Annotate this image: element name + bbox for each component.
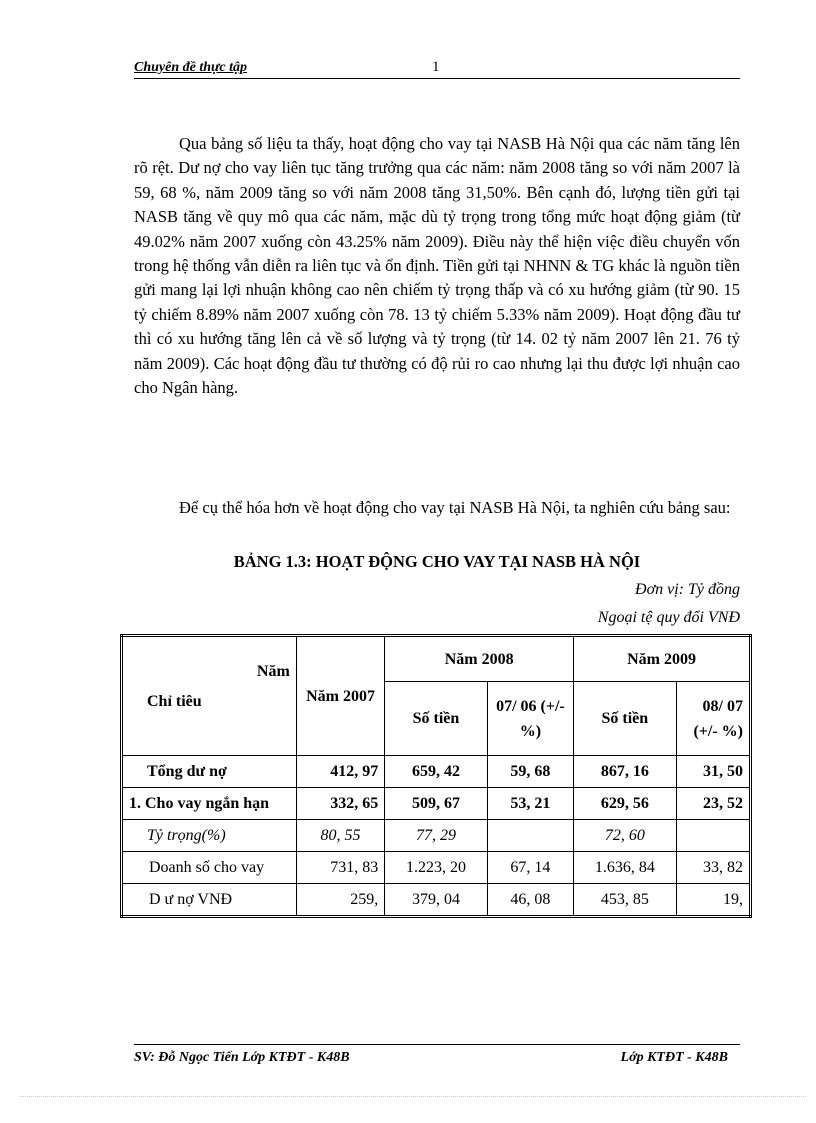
unit-note: Đơn vị: Tỷ đồng [635, 581, 740, 598]
lending-table [120, 634, 752, 918]
row-label: 1. Cho vay ngắn hạn [122, 788, 297, 820]
page-footer [134, 1044, 740, 1065]
table-row [122, 820, 751, 852]
header-2009: Năm 2009 [574, 636, 751, 682]
cell-2007: 731, 83 [296, 852, 384, 884]
cell-2007: 259, [296, 884, 384, 917]
cell-change-2008 [487, 820, 573, 852]
cell-amount-2008: 659, 42 [385, 756, 487, 788]
cell-change-2009: 23, 52 [676, 788, 750, 820]
page-bottom-divider [20, 1096, 806, 1097]
cell-change-2008: 59, 68 [487, 756, 573, 788]
cell-2007: 412, 97 [296, 756, 384, 788]
cell-change-2008: 46, 08 [487, 884, 573, 917]
footer-right: Lớp KTĐT - K48B [620, 1050, 728, 1065]
cell-amount-2009: 867, 16 [574, 756, 676, 788]
subheader-amount-2009: Số tiền [574, 682, 676, 756]
cell-amount-2009: 453, 85 [574, 884, 676, 917]
cell-change-2008: 53, 21 [487, 788, 573, 820]
cell-amount-2008: 509, 67 [385, 788, 487, 820]
cell-amount-2008: 77, 29 [385, 820, 487, 852]
cell-change-2009: 33, 82 [676, 852, 750, 884]
cell-2007: 80, 55 [296, 820, 384, 852]
header-2008: Năm 2008 [385, 636, 574, 682]
cell-change-2009: 19, [676, 884, 750, 917]
corner-indicator-label: Chỉ tiêu [147, 693, 202, 710]
cell-amount-2008: 1.223, 20 [385, 852, 487, 884]
page-number: 1 [432, 59, 440, 75]
header-title: Chuyên đề thực tập [134, 60, 248, 75]
row-label: Doanh số cho vay [122, 852, 297, 884]
body-paragraph-2: Để cụ thể hóa hơn về hoạt động cho vay tại NASB Hà Nội, ta nghiên cứu bảng sau: [179, 498, 731, 517]
table-row [122, 852, 751, 884]
cell-change-2009: 31, 50 [676, 756, 750, 788]
cell-amount-2009: 1.636, 84 [574, 852, 676, 884]
corner-year-label: Năm [256, 663, 290, 680]
table-row [122, 788, 751, 820]
row-label: Tổng dư nợ [122, 756, 297, 788]
cell-2007: 332, 65 [296, 788, 384, 820]
footer-left: SV: Đỗ Ngọc Tiến Lớp KTĐT - K48B [134, 1050, 350, 1065]
body-paragraph-1: Qua bảng số liệu ta thấy, hoạt động cho vay tại NASB Hà Nội qua các năm tăng lên rõ rệt. Dư nợ cho vay liên tục tăng trưởng qua các năm: năm 2008 tăng so với năm 2007 là 59, 68 %, năm 2009 tăng so với năm 2008 tăng 31,50%. Bên cạnh đó, lượng tiền gửi tại NASB tăng về quy mô qua các năm, mặc dù tỷ trọng trong tổng mức hoạt động giảm (từ 49.02% năm 2007 xuống còn 43.25% năm 2009). Điều này thể hiện việc điều chuyển vốn trong hệ thống vẫn diễn ra liên tục và ổn định. Tiền gửi tại NHNN & TG khác là nguồn tiền gửi mang lại lợi nhuận không cao nên chiếm tỷ trọng thấp và có xu hướng giảm (từ 90. 15 tỷ chiếm 8.89% năm 2007 xuống còn 78. 13 tỷ chiếm 5.33% năm 2009). Hoạt động đầu tư thì có xu hướng tăng lên cả về số lượng và tỷ trọng (từ 14. 02 tỷ năm 2007 lên 21. 76 tỷ năm 2009). Các hoạt động đầu tư thường có độ rủi ro cao nhưng lại thu được lợi nhuận cao cho Ngân hàng. [134, 134, 740, 398]
header-2007: Năm 2007 [296, 636, 384, 756]
subheader-change-2008: 07/ 06 (+/-%) [487, 682, 573, 756]
cell-amount-2009: 72, 60 [574, 820, 676, 852]
table-title: BẢNG 1.3: HOẠT ĐỘNG CHO VAY TẠI NASB HÀ NỘI [233, 552, 641, 571]
cell-amount-2008: 379, 04 [385, 884, 487, 917]
subheader-amount-2008: Số tiền [385, 682, 487, 756]
currency-note: Ngoại tệ quy đổi VNĐ [597, 609, 740, 626]
cell-amount-2009: 629, 56 [574, 788, 676, 820]
cell-change-2008: 67, 14 [487, 852, 573, 884]
cell-change-2009 [676, 820, 750, 852]
table-header-row [122, 636, 751, 682]
row-label: D ư nợ VNĐ [122, 884, 297, 917]
table-row [122, 884, 751, 917]
page-header [134, 58, 740, 79]
row-label: Tỷ trọng(%) [122, 820, 297, 852]
subheader-change-2009: 08/ 07 (+/- %) [676, 682, 750, 756]
table-row [122, 756, 751, 788]
corner-cell [122, 636, 297, 756]
